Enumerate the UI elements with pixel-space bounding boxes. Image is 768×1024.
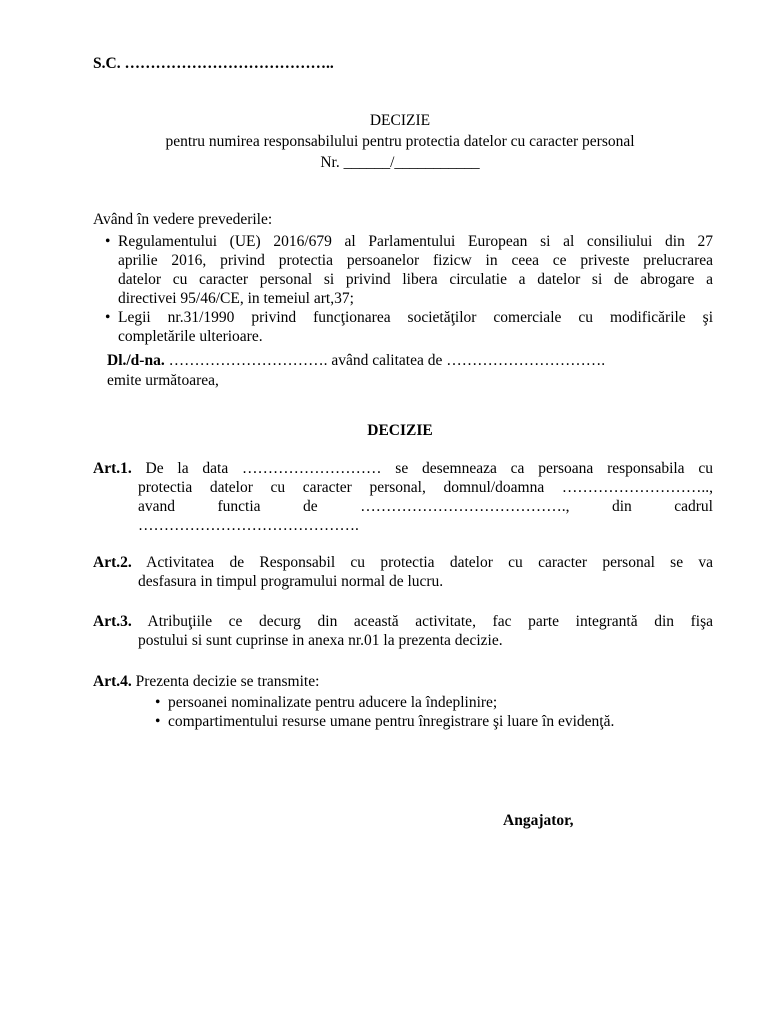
article-label: Art.4. [93,673,132,690]
article-4 [93,672,713,691]
article-3 [93,612,713,650]
article-label: Art.3. [93,613,132,630]
document-heading: DECIZIE [369,112,431,129]
distribution-list [155,693,715,731]
decision-heading: DECIZIE [367,422,433,439]
appointee-name-blank: …………………………. [164,352,328,369]
bullet-icon: • [155,694,161,711]
list-item-text: persoanei nominalizate pentru aducere la îndeplinire; [168,694,498,711]
list-item [105,232,713,308]
list-item-text: compartimentului resurse umane pentru înregistrare şi luare în evidenţă. [168,713,615,730]
article-label: Art.1. [93,460,132,477]
article-text: postului si sunt cuprinse in anexa nr.01 la prezenta decizie. [138,632,503,649]
appointee-line [107,351,605,370]
list-item-line: completările ulterioare. [118,328,263,345]
article-text: avand functia de …………………………………., din cadrul [138,498,713,515]
appointee-role: având calitatea de …………………………. [327,352,606,369]
list-item-line: Legii nr.31/1990 privind funcţionarea societăţilor comerciale cu modificările şi [118,309,713,326]
list-item [155,712,715,731]
article-1 [93,459,713,535]
list-item [105,308,713,346]
list-item-line: datelor cu caracter personal si privind libera circulatie a datelor si de abrogare a [118,271,713,288]
title-block [60,110,740,173]
emite-text: emite următoarea, [107,372,219,389]
article-text: Atribuţiile ce decurg din această activitate, fac parte integrantă din fişa [131,613,713,630]
article-label: Art.2. [93,554,132,571]
document-subtitle: pentru numirea responsabilului pentru protectia datelor cu caracter personal [165,133,635,150]
bullet-icon: • [105,309,111,326]
employer-signature-label: Angajator, [503,812,574,829]
appointee-label: Dl./d-na. [107,352,165,369]
list-item-line: Regulamentului (UE) 2016/679 al Parlamentului European si al consiliului din 27 [118,233,713,250]
bullet-icon: • [155,713,161,730]
list-item [155,693,715,712]
article-text: desfasura in timpul programului normal de lucru. [138,573,444,590]
article-text: ……………………………………. [138,517,359,534]
company-line: S.C. ………………………………….. [93,55,334,72]
intro-text: Având în vedere prevederile: [93,211,273,228]
article-text: Activitatea de Responsabil cu protectia datelor cu caracter personal se va [131,554,713,571]
article-2 [93,553,713,591]
document-number: Nr. ______/___________ [320,154,480,171]
considerations-list [105,232,713,346]
article-text: Prezenta decizie se transmite: [131,673,320,690]
bullet-icon: • [105,233,111,250]
article-text: protectia datelor cu caracter personal, domnul/doamna ……………………….., [138,479,713,496]
list-item-line: directivei 95/46/CE, in temeiul art,37; [118,290,354,307]
article-text: De la data ……………………… se desemneaza ca persoana responsabila cu [131,460,713,477]
list-item-line: aprilie 2016, privind protectia persoanelor fizicw in ceea ce priveste prelucrarea [118,252,713,269]
